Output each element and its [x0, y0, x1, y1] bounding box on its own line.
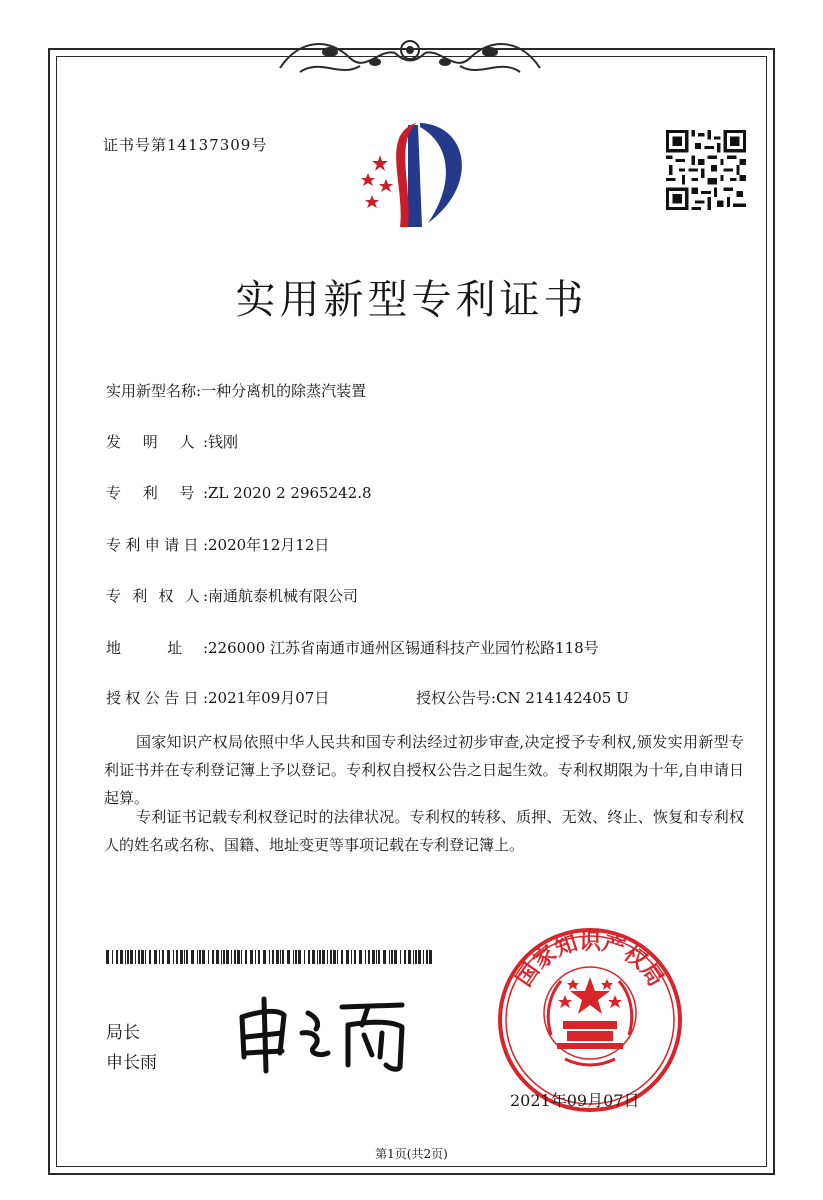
inventor-value: 钱刚 — [208, 433, 239, 451]
field-filing-date — [106, 534, 329, 555]
grant-number-value: CN 214142405 U — [496, 689, 629, 707]
patentee-value: 南通航泰机械有限公司 — [208, 587, 359, 605]
filing-date-value: 2020年12月12日 — [208, 536, 330, 554]
certificate-number: 证书号第14137309号 — [103, 136, 268, 154]
field-patentee — [106, 585, 358, 606]
field-patent-number — [106, 482, 372, 503]
field-address — [106, 637, 599, 658]
grant-number-label: 授权公告号: — [416, 689, 497, 707]
field-inventor — [106, 431, 238, 452]
filing-date-label: 专利申请日: — [106, 536, 208, 554]
model-name-value: 一种分离机的除蒸汽装置 — [201, 382, 367, 400]
certificate-title: 实用新型专利证书 — [235, 277, 588, 323]
seal-date: 2021年09月07日 — [510, 1091, 640, 1110]
patent-number-label: 专 利 号: — [106, 484, 208, 502]
patent-number-value: ZL 2020 2 2965242.8 — [208, 484, 372, 502]
statement-paragraph-1: 国家知识产权局依照中华人民共和国专利法经过初步审查,决定授予专利权,颁发实用新型专利证书并在专利登记簿上予以登记。专利权自授权公告之日起生效。专利权期限为十年,自申请日起算。 — [104, 733, 744, 807]
qr-code — [666, 130, 746, 210]
page-number: 第1页(共2页) — [375, 1147, 448, 1161]
statement-paragraph-2: 专利证书记载专利权登记时的法律状况。专利权的转移、质押、无效、终止、恢复和专利权人的姓名或名称、国籍、地址变更等事项记载在专利登记簿上。 — [104, 808, 744, 854]
address-value: 226000 江苏省南通市通州区锡通科技产业园竹松路118号 — [208, 639, 599, 657]
official-seal — [495, 925, 685, 1115]
field-model-name — [106, 380, 366, 401]
director-signature — [230, 995, 415, 1075]
field-grant-number — [416, 687, 629, 708]
grant-date-value: 2021年09月07日 — [208, 689, 330, 707]
cnipa-emblem-icon — [350, 115, 480, 230]
field-grant-date — [106, 687, 329, 708]
director-title: 局长 — [106, 1023, 140, 1043]
inventor-label: 发 明 人: — [106, 433, 208, 451]
grant-date-label: 授权公告日: — [106, 689, 208, 707]
top-ornament — [260, 28, 560, 86]
model-name-label: 实用新型名称: — [106, 382, 202, 400]
patentee-label: 专 利 权 人: — [106, 587, 208, 605]
barcode — [106, 950, 436, 964]
seal-text: 国家知识产权局 — [511, 930, 669, 992]
director-name: 申长雨 — [106, 1053, 157, 1073]
address-label: 地 址: — [106, 639, 208, 657]
